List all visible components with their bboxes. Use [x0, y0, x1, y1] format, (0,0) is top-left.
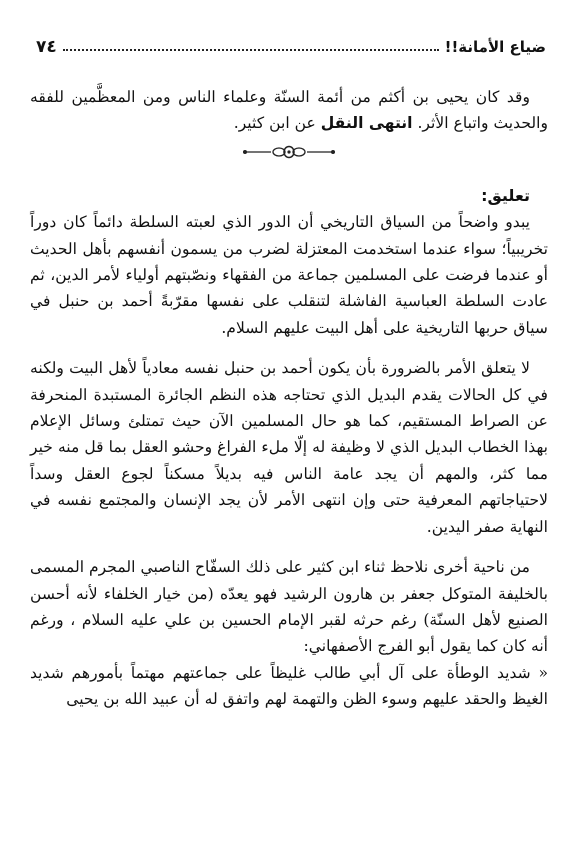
page-number: ٧٤ — [36, 37, 57, 57]
comment-paragraph-2: لا يتعلق الأمر بالضرورة بأن يكون أحمد بن حنبل نفسه معادياً لأهل البيت ولكنه في كل الحالات يقدم البديل الذي تحتاجه هذه النظم الجائرة المستبدة المنحرفة عن الصراط المستقيم، كما هو حال المسلمين الآن حيث تمتلئ وسائل الإعلام بهذا الخطاب البديل الذي لا وظيفة له إلّا ملء الفراغ وحشو العقل بما قل منه خير مما كثر، والمهم أن يجد عامة الناس فيه بديلاً مسكناً لجوع العقل وسداً لاحتياجاتهم المعرفية حتى وإن انتهى الأمر لأن يجد الإنسان والمجتمع نفسه في النهاية صفر اليدين. — [30, 359, 548, 536]
quotation-paragraph: « شديد الوطأة على آل أبي طالب غليظاً على جماعتهم مهتماً بأمورهم شديد الغيظ والحقد عليهم وسوء الظن والتهمة لهم واتفق له أن عبيد الله بن يحيى — [30, 663, 548, 709]
paragraph-gap — [30, 341, 548, 355]
running-title: ضياع الأمانة!! — [444, 38, 546, 56]
intro-text-before: وقد كان يحيى بن أكثم من أئمة السنّة وعلماء الناس ومن المعظَّمين للفقه والحديث واتباع الأثر. — [30, 88, 548, 133]
page-header — [36, 34, 546, 60]
section-title: تعليق: — [481, 185, 530, 205]
dotted-leader — [63, 49, 439, 51]
comment-paragraph-3: من ناحية أخرى نلاحظ ثناء ابن كثير على ذلك السفّاح الناصبي المجرم المسمى بالخليفة المتوكل جعفر بن هارون الرشيد فهو يعدّه (من خيار الخلفاء لأنه أحسن الصنيع لأهل السنّة) رغم حرثه لقبر الإمام الحسين بن علي عليه السلام ، ورغم أنه كان كما يقول أبو الفرج الأصفهاني: — [30, 558, 548, 656]
intro-text-after: عن ابن كثير. — [233, 114, 321, 133]
intro-bold-phrase: انتهى النقل — [320, 114, 413, 133]
ornament-divider-icon — [241, 145, 337, 159]
page-body — [30, 84, 548, 713]
comment-paragraph-1: يبدو واضحاً من السياق التاريخي أن الدور الذي لعبته السلطة دائماً كان دوراً تخريبياً؛ سواء عندما استخدمت المعتزلة لضرب من يسمون أنفسهم بأهل الحديث أو عندما فرضت على المسلمين جماعة من الفقهاء ونصّبتهم أولياء لأمر الدين، ثم عادت السلطة العباسية الفاشلة لتنقلب على نفسها مقرّبةً أحمد بن حنبل في سياق حربها التاريخية على أهل البيت عليهم السلام. — [30, 213, 548, 337]
intro-paragraph — [30, 84, 548, 137]
paragraph-gap — [30, 540, 548, 554]
